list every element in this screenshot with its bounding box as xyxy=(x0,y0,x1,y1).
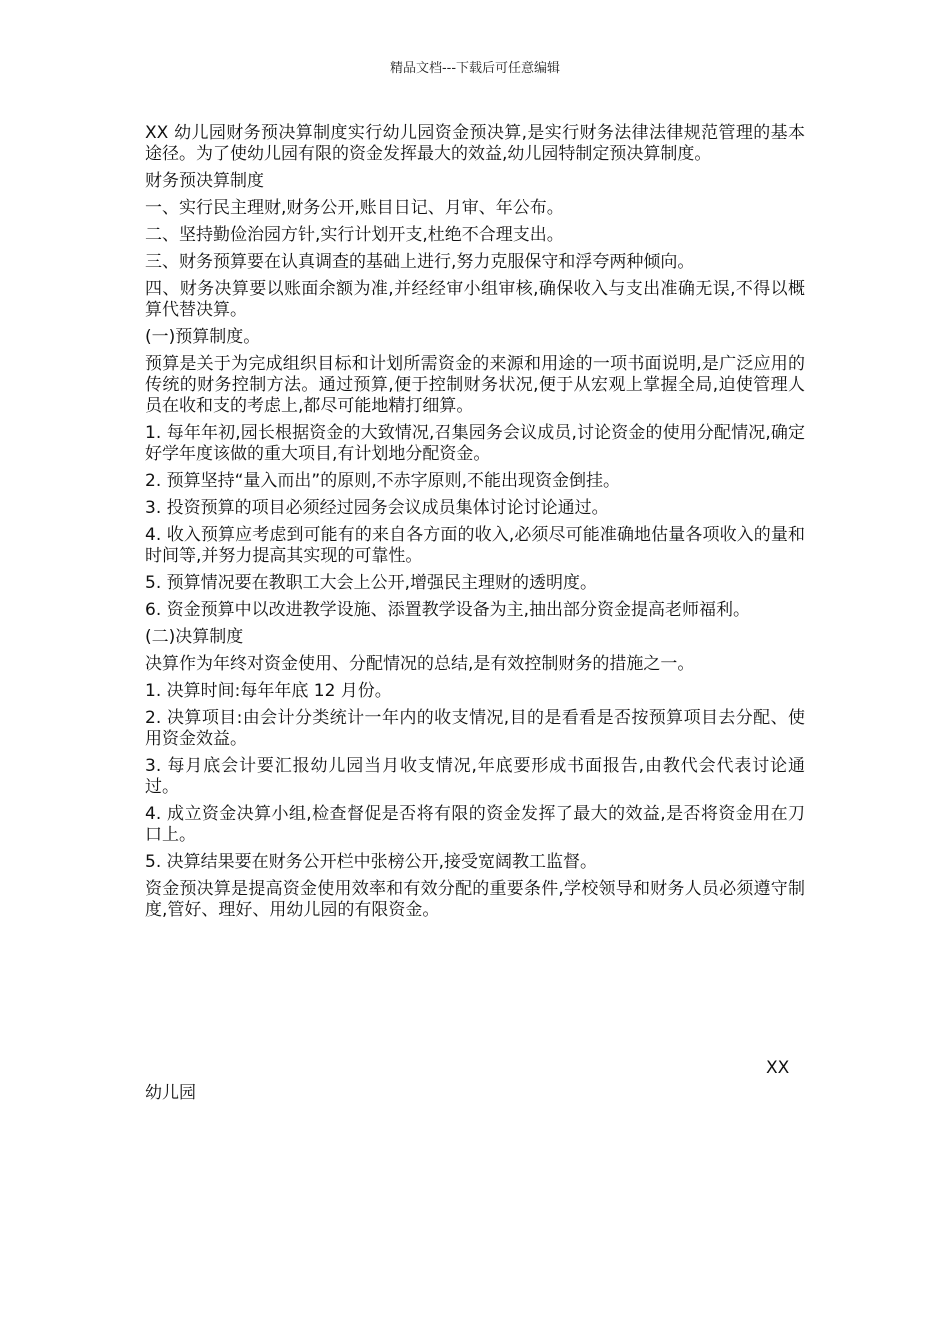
closing-paragraph: 资金预决算是提高资金使用效率和有效分配的重要条件,学校领导和财务人员必须遵守制度,管好、理好、用幼儿园的有限资金。 xyxy=(145,879,805,920)
document-body xyxy=(145,123,805,927)
section-heading: 财务预决算制度 xyxy=(145,171,264,191)
budget-item: 3. 投资预算的项目必须经过园务会议成员集体讨论讨论通过。 xyxy=(145,498,609,518)
budget-item: 5. 预算情况要在教职工大会上公开,增强民主理财的透明度。 xyxy=(145,573,598,593)
subsection-heading-budget: (一)预算制度。 xyxy=(145,327,261,347)
budget-description: 预算是关于为完成组织目标和计划所需资金的来源和用途的一项书面说明,是广泛应用的传统的财务控制方法。通过预算,便于控制财务状况,便于从宏观上掌握全局,迫使管理人员在收和支的考虑上,都尽可能地精打细算。 xyxy=(145,354,805,416)
subsection-heading-final-accounts: (二)决算制度 xyxy=(145,627,244,647)
rule-item: 二、坚持勤俭治园方针,实行计划开支,杜绝不合理支出。 xyxy=(145,225,564,245)
final-accounts-item: 4. 成立资金决算小组,检查督促是否将有限的资金发挥了最大的效益,是否将资金用在刀口上。 xyxy=(145,804,805,845)
final-accounts-description: 决算作为年终对资金使用、分配情况的总结,是有效控制财务的措施之一。 xyxy=(145,654,695,674)
page-header: 精品文档---下载后可任意编辑 xyxy=(389,61,561,76)
budget-item: 4. 收入预算应考虑到可能有的来自各方面的收入,必须尽可能准确地估量各项收入的量和时间等,并努力提高其实现的可靠性。 xyxy=(145,525,805,566)
budget-item: 6. 资金预算中以改进教学设施、添置教学设备为主,抽出部分资金提高老师福利。 xyxy=(145,600,751,620)
final-accounts-item: 5. 决算结果要在财务公开栏中张榜公开,接受宽阔教工监督。 xyxy=(145,852,598,872)
budget-item: 2. 预算坚持“量入而出”的原则,不赤字原则,不能出现资金倒挂。 xyxy=(145,471,621,491)
final-accounts-item: 2. 决算项目:由会计分类统计一年内的收支情况,目的是看看是否按预算项目去分配、使用资金效益。 xyxy=(145,708,805,749)
rule-item: 一、实行民主理财,财务公开,账目日记、月审、年公布。 xyxy=(145,198,564,218)
rule-item: 四、财务决算要以账面余额为准,并经经审小组审核,确保收入与支出准确无误,不得以概算代替决算。 xyxy=(145,279,805,320)
rule-item: 三、财务预算要在认真调查的基础上进行,努力克服保守和浮夸两种倾向。 xyxy=(145,252,695,272)
signature-name: 幼儿园 xyxy=(145,1083,196,1103)
final-accounts-item: 3. 每月底会计要汇报幼儿园当月收支情况,年底要形成书面报告,由教代会代表讨论通过。 xyxy=(145,756,805,797)
final-accounts-item: 1. 决算时间:每年年底 12 月份。 xyxy=(145,681,392,701)
intro-paragraph: XX 幼儿园财务预决算制度实行幼儿园资金预决算,是实行财务法律法律规范管理的基本途径。为了使幼儿园有限的资金发挥最大的效益,幼儿园特制定预决算制度。 xyxy=(145,123,805,164)
budget-item: 1. 每年年初,园长根据资金的大致情况,召集园务会议成员,讨论资金的使用分配情况,确定好学年度该做的重大项目,有计划地分配资金。 xyxy=(145,423,805,464)
signature-org: XX xyxy=(766,1058,790,1078)
